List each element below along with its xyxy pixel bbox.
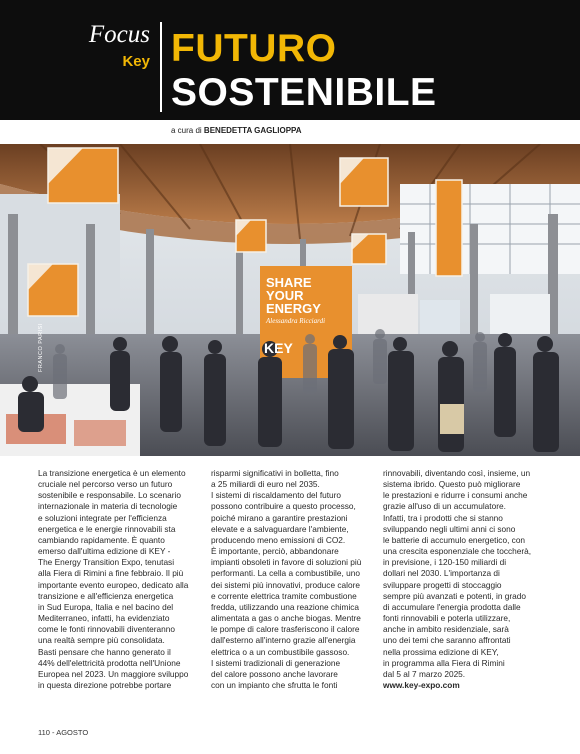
text-line: una realtà sempre più consolidata. [38, 635, 165, 646]
text-line: I sistemi di riscaldamento del futuro [211, 490, 342, 501]
text-line: in Sud Europa, Italia e nel bacino del [38, 601, 174, 612]
text-line: I sistemi tradizionali di generazione [211, 657, 341, 668]
text-line: alla Fiera di Rimini a fine febbraio. Il più [38, 568, 184, 579]
text-line: come le fonti rinnovabili diventeranno [38, 624, 175, 635]
text-line: Basti pensare che hanno generato il [38, 646, 171, 657]
text-line: rinnovabili, diventando così, insieme, un [383, 468, 531, 478]
section-kicker-focus: Focus [88, 21, 150, 48]
text-line: sviluppare progetti di stoccaggio [383, 579, 502, 590]
text-line: importante evento europeo, dedicato alla [38, 579, 189, 590]
text-line: uno dei temi che saranno affrontati [383, 635, 511, 646]
text-line: La transizione energetica è un elemento [38, 468, 186, 478]
text-line: 44% dell'elettricità prodotta nell'Unione [38, 657, 181, 668]
photo-credit: FRANCO PARISI [38, 323, 44, 372]
text-line: anche in ambito residenziale, sarà [383, 624, 509, 635]
text-line: grazie all'uso di un accumulatore. [383, 501, 506, 512]
text-line: una crescita esponenziale che toccherà, [383, 546, 532, 557]
text-line: È importante, perciò, abbandonare [211, 546, 339, 557]
text-line: poiché mirano a garantire prestazioni [211, 512, 348, 523]
text-line: producendo meno emissioni di CO2. [211, 534, 346, 545]
text-line: risparmi significativi in bolletta, fino [211, 468, 339, 478]
text-line: elettrica o a un combustibile gassoso. [211, 646, 350, 657]
text-line: fredda, utilizzando una reazione chimica [211, 601, 360, 612]
page-folio: 110 - AGOSTO [38, 728, 89, 737]
text-line: internazionale in materia di tecnologie [38, 501, 178, 512]
text-line: le pompe di calore trasferiscono il calore [211, 624, 360, 635]
text-line: The Energy Transition Expo, tenutasi [38, 557, 175, 568]
text-line: possono contribuire a questo processo, [211, 501, 356, 512]
text-line: cambiando rapidamente. È quanto [38, 534, 165, 545]
byline-prefix: a cura di [171, 126, 202, 135]
column-2 [211, 468, 379, 691]
text-line: le batterie di accumulo energetico, con [383, 534, 526, 545]
text-line: elevate e a salvaguardare l'ambiente, [211, 523, 349, 534]
text-line: in programma alla Fiera di Rimini [383, 657, 505, 668]
banner-line-1: SHARE [266, 275, 312, 290]
text-line: fonti rinnovabili e poterla utilizzare, [383, 613, 511, 624]
text-line: di accumulare l'energia prodotta dalle [383, 601, 521, 612]
text-line: dollari nel 2030. L'importanza di [383, 568, 500, 579]
section-kicker-key: Key [122, 53, 150, 70]
text-line: nella prossima edizione di KEY, [383, 646, 499, 657]
website-link[interactable]: www.key-expo.com [383, 679, 460, 690]
text-line: sistema ibrido. Questo può migliorare [383, 479, 521, 490]
text-line: alimentata a gas o anche biogas. Mentre [211, 613, 361, 624]
text-line: in previsione, i 120-150 miliardi di [383, 557, 507, 568]
banner-line-3: ENERGY [266, 301, 321, 316]
byline [171, 126, 302, 135]
banner-script: Alessandra Ricciardi [266, 317, 326, 325]
text-line: dall'esterno all'interno grazie all'energia [211, 635, 356, 646]
text-line: impianti obsoleti in favore di soluzioni più [211, 557, 362, 568]
booth-sign: KEY [264, 340, 293, 356]
text-line: con un impianto che sfrutta le fonti [211, 679, 338, 690]
byline-author: BENEDETTA GAGLIOPPA [203, 126, 302, 135]
text-line: cruciale nel percorso verso un futuro [38, 479, 173, 490]
text-line: del calore possono anche lavorare [211, 668, 338, 679]
text-line: e soluzioni integrate per l'efficienza [38, 512, 167, 523]
column-1 [38, 468, 206, 691]
header-divider [160, 22, 162, 112]
text-line: sostenibile e responsabile. Lo scenario [38, 490, 181, 501]
text-line: in questa direzione potrebbe portare [38, 679, 172, 690]
headline-line-2: SOSTENIBILE [171, 71, 437, 114]
text-line: sempre più avanzati e potenti, in grado [383, 590, 526, 601]
text-line: a 25 miliardi di euro nel 2035. [211, 479, 320, 490]
text-line: Mediterraneo, infatti, ha evidenziato [38, 613, 170, 624]
text-line: emerso dall'ultima edizione di KEY - [38, 546, 171, 557]
headline-line-1: FUTURO [171, 27, 337, 70]
column-3 [383, 468, 551, 691]
text-line: sviluppando negli ultimi anni ci sono [383, 523, 516, 534]
text-line: Europea nel 2023. Un maggiore sviluppo [38, 668, 189, 679]
text-line: energetica e le energie rinnovabili sta [38, 523, 176, 534]
text-line: le prestazioni e ridurre i consumi anche [383, 490, 528, 501]
text-line: e corrente elettrica tramite combustione [211, 590, 357, 601]
banner-share-your-energy [266, 276, 350, 326]
text-line: transizione e all'efficienza energetica [38, 590, 174, 601]
text-line: Infatti, tra i prodotti che si stanno [383, 512, 503, 523]
text-line: dei sistemi più innovativi, produce calore [211, 579, 360, 590]
banner-line-2: YOUR [266, 288, 304, 303]
text-line: dal 5 al 7 marzo 2025. [383, 668, 466, 679]
text-line: performanti. La cella a combustibile, uno [211, 568, 360, 579]
hero-photo [0, 144, 580, 456]
